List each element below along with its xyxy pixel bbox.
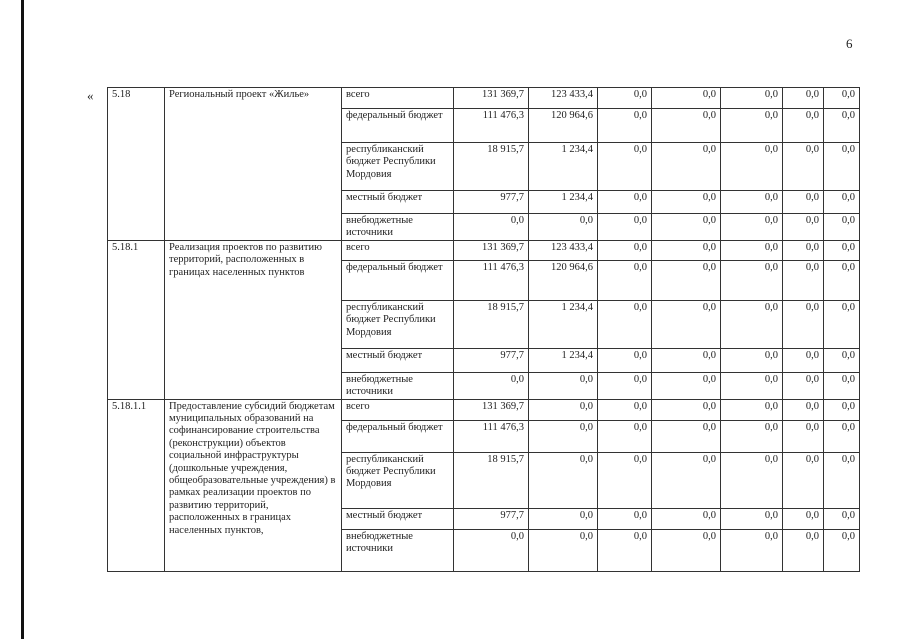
value-cell: 0,0 xyxy=(652,399,721,420)
value-cell: 0,0 xyxy=(598,508,652,529)
funding-source: федеральный бюджет xyxy=(342,109,454,143)
value-cell: 0,0 xyxy=(721,508,783,529)
value-cell: 0,0 xyxy=(721,529,783,571)
value-cell: 0,0 xyxy=(598,191,652,214)
funding-source: местный бюджет xyxy=(342,348,454,372)
value-cell: 131 369,7 xyxy=(454,88,529,109)
value-cell: 0,0 xyxy=(598,420,652,452)
funding-source: внебюджетные источники xyxy=(342,372,454,399)
value-cell: 0,0 xyxy=(824,109,860,143)
table-row xyxy=(108,399,860,420)
value-cell: 0,0 xyxy=(598,88,652,109)
section-code: 5.18.1 xyxy=(108,240,165,399)
value-cell: 1 234,4 xyxy=(529,143,598,191)
value-cell: 0,0 xyxy=(652,372,721,399)
value-cell: 0,0 xyxy=(598,399,652,420)
funding-source: местный бюджет xyxy=(342,191,454,214)
value-cell: 123 433,4 xyxy=(529,240,598,260)
funding-source: всего xyxy=(342,88,454,109)
value-cell: 0,0 xyxy=(598,260,652,300)
value-cell: 0,0 xyxy=(598,109,652,143)
value-cell: 0,0 xyxy=(783,240,824,260)
value-cell: 0,0 xyxy=(783,372,824,399)
value-cell: 0,0 xyxy=(824,143,860,191)
value-cell: 0,0 xyxy=(598,214,652,241)
value-cell: 0,0 xyxy=(652,109,721,143)
value-cell: 0,0 xyxy=(783,143,824,191)
value-cell: 0,0 xyxy=(721,399,783,420)
value-cell: 0,0 xyxy=(721,348,783,372)
value-cell: 0,0 xyxy=(783,300,824,348)
value-cell: 111 476,3 xyxy=(454,260,529,300)
value-cell: 0,0 xyxy=(598,529,652,571)
value-cell: 0,0 xyxy=(783,88,824,109)
funding-source: внебюджетные источники xyxy=(342,529,454,571)
value-cell: 0,0 xyxy=(652,260,721,300)
value-cell: 0,0 xyxy=(783,508,824,529)
value-cell: 0,0 xyxy=(598,348,652,372)
value-cell: 0,0 xyxy=(721,240,783,260)
value-cell: 0,0 xyxy=(824,191,860,214)
value-cell: 0,0 xyxy=(824,420,860,452)
value-cell: 120 964,6 xyxy=(529,109,598,143)
value-cell: 0,0 xyxy=(598,452,652,508)
value-cell: 0,0 xyxy=(721,420,783,452)
value-cell: 0,0 xyxy=(783,420,824,452)
value-cell: 0,0 xyxy=(652,214,721,241)
value-cell: 18 915,7 xyxy=(454,452,529,508)
value-cell: 0,0 xyxy=(721,143,783,191)
value-cell: 1 234,4 xyxy=(529,300,598,348)
value-cell: 0,0 xyxy=(824,452,860,508)
value-cell: 0,0 xyxy=(824,240,860,260)
value-cell: 1 234,4 xyxy=(529,191,598,214)
budget-table xyxy=(107,87,860,572)
value-cell: 0,0 xyxy=(721,88,783,109)
section-code: 5.18.1.1 xyxy=(108,399,165,571)
funding-source: местный бюджет xyxy=(342,508,454,529)
value-cell: 18 915,7 xyxy=(454,143,529,191)
page-number: 6 xyxy=(846,36,853,51)
value-cell: 0,0 xyxy=(652,452,721,508)
value-cell: 0,0 xyxy=(652,300,721,348)
value-cell: 0,0 xyxy=(721,191,783,214)
value-cell: 0,0 xyxy=(529,452,598,508)
value-cell: 0,0 xyxy=(721,300,783,348)
value-cell: 0,0 xyxy=(783,191,824,214)
funding-source: всего xyxy=(342,399,454,420)
section-name: Реализация проектов по развитию территорий, расположенных в границах населенных пунктов xyxy=(165,240,342,399)
value-cell: 0,0 xyxy=(454,214,529,241)
value-cell: 977,7 xyxy=(454,508,529,529)
table-row xyxy=(108,240,860,260)
value-cell: 1 234,4 xyxy=(529,348,598,372)
funding-source: внебюджетные источники xyxy=(342,214,454,241)
value-cell: 0,0 xyxy=(721,260,783,300)
value-cell: 0,0 xyxy=(783,399,824,420)
funding-source: всего xyxy=(342,240,454,260)
value-cell: 0,0 xyxy=(529,529,598,571)
value-cell: 123 433,4 xyxy=(529,88,598,109)
value-cell: 0,0 xyxy=(824,399,860,420)
value-cell: 0,0 xyxy=(783,214,824,241)
value-cell: 0,0 xyxy=(824,214,860,241)
value-cell: 131 369,7 xyxy=(454,240,529,260)
value-cell: 0,0 xyxy=(824,260,860,300)
section-name: Региональный проект «Жилье» xyxy=(165,88,342,241)
opening-quote-mark: « xyxy=(87,88,94,103)
funding-source: республиканский бюджет Республики Мордовия xyxy=(342,143,454,191)
value-cell: 0,0 xyxy=(721,214,783,241)
value-cell: 0,0 xyxy=(783,348,824,372)
value-cell: 0,0 xyxy=(824,88,860,109)
funding-source: республиканский бюджет Республики Мордовия xyxy=(342,452,454,508)
value-cell: 0,0 xyxy=(529,420,598,452)
value-cell: 0,0 xyxy=(783,260,824,300)
value-cell: 0,0 xyxy=(652,88,721,109)
funding-source: федеральный бюджет xyxy=(342,260,454,300)
value-cell: 0,0 xyxy=(824,348,860,372)
value-cell: 0,0 xyxy=(529,372,598,399)
value-cell: 0,0 xyxy=(721,452,783,508)
funding-source: федеральный бюджет xyxy=(342,420,454,452)
value-cell: 0,0 xyxy=(652,191,721,214)
value-cell: 0,0 xyxy=(652,348,721,372)
value-cell: 0,0 xyxy=(721,372,783,399)
value-cell: 0,0 xyxy=(783,529,824,571)
value-cell: 0,0 xyxy=(824,300,860,348)
value-cell: 0,0 xyxy=(454,529,529,571)
scan-binding-edge xyxy=(21,0,24,639)
value-cell: 0,0 xyxy=(652,529,721,571)
value-cell: 0,0 xyxy=(529,508,598,529)
section-name: Предоставление субсидий бюджетам муниципальных образований на софинансирование строительства (реконструкции) объектов социальной инфраструктуры (дошкольные учреждения, общеобразовательные учреждения) в рамках реализации проектов по развитию территорий, расположенных в границах населенных пунктов, xyxy=(165,399,342,571)
value-cell: 120 964,6 xyxy=(529,260,598,300)
funding-source: республиканский бюджет Республики Мордовия xyxy=(342,300,454,348)
value-cell: 0,0 xyxy=(824,508,860,529)
value-cell: 111 476,3 xyxy=(454,420,529,452)
value-cell: 18 915,7 xyxy=(454,300,529,348)
section-code: 5.18 xyxy=(108,88,165,241)
value-cell: 0,0 xyxy=(598,372,652,399)
value-cell: 0,0 xyxy=(598,240,652,260)
value-cell: 0,0 xyxy=(454,372,529,399)
table-row xyxy=(108,88,860,109)
value-cell: 0,0 xyxy=(783,109,824,143)
value-cell: 131 369,7 xyxy=(454,399,529,420)
value-cell: 0,0 xyxy=(721,109,783,143)
value-cell: 0,0 xyxy=(652,240,721,260)
value-cell: 0,0 xyxy=(783,452,824,508)
value-cell: 0,0 xyxy=(598,300,652,348)
value-cell: 977,7 xyxy=(454,348,529,372)
value-cell: 0,0 xyxy=(824,372,860,399)
value-cell: 0,0 xyxy=(652,508,721,529)
value-cell: 0,0 xyxy=(652,420,721,452)
value-cell: 111 476,3 xyxy=(454,109,529,143)
value-cell: 977,7 xyxy=(454,191,529,214)
value-cell: 0,0 xyxy=(598,143,652,191)
value-cell: 0,0 xyxy=(824,529,860,571)
value-cell: 0,0 xyxy=(529,399,598,420)
value-cell: 0,0 xyxy=(652,143,721,191)
value-cell: 0,0 xyxy=(529,214,598,241)
